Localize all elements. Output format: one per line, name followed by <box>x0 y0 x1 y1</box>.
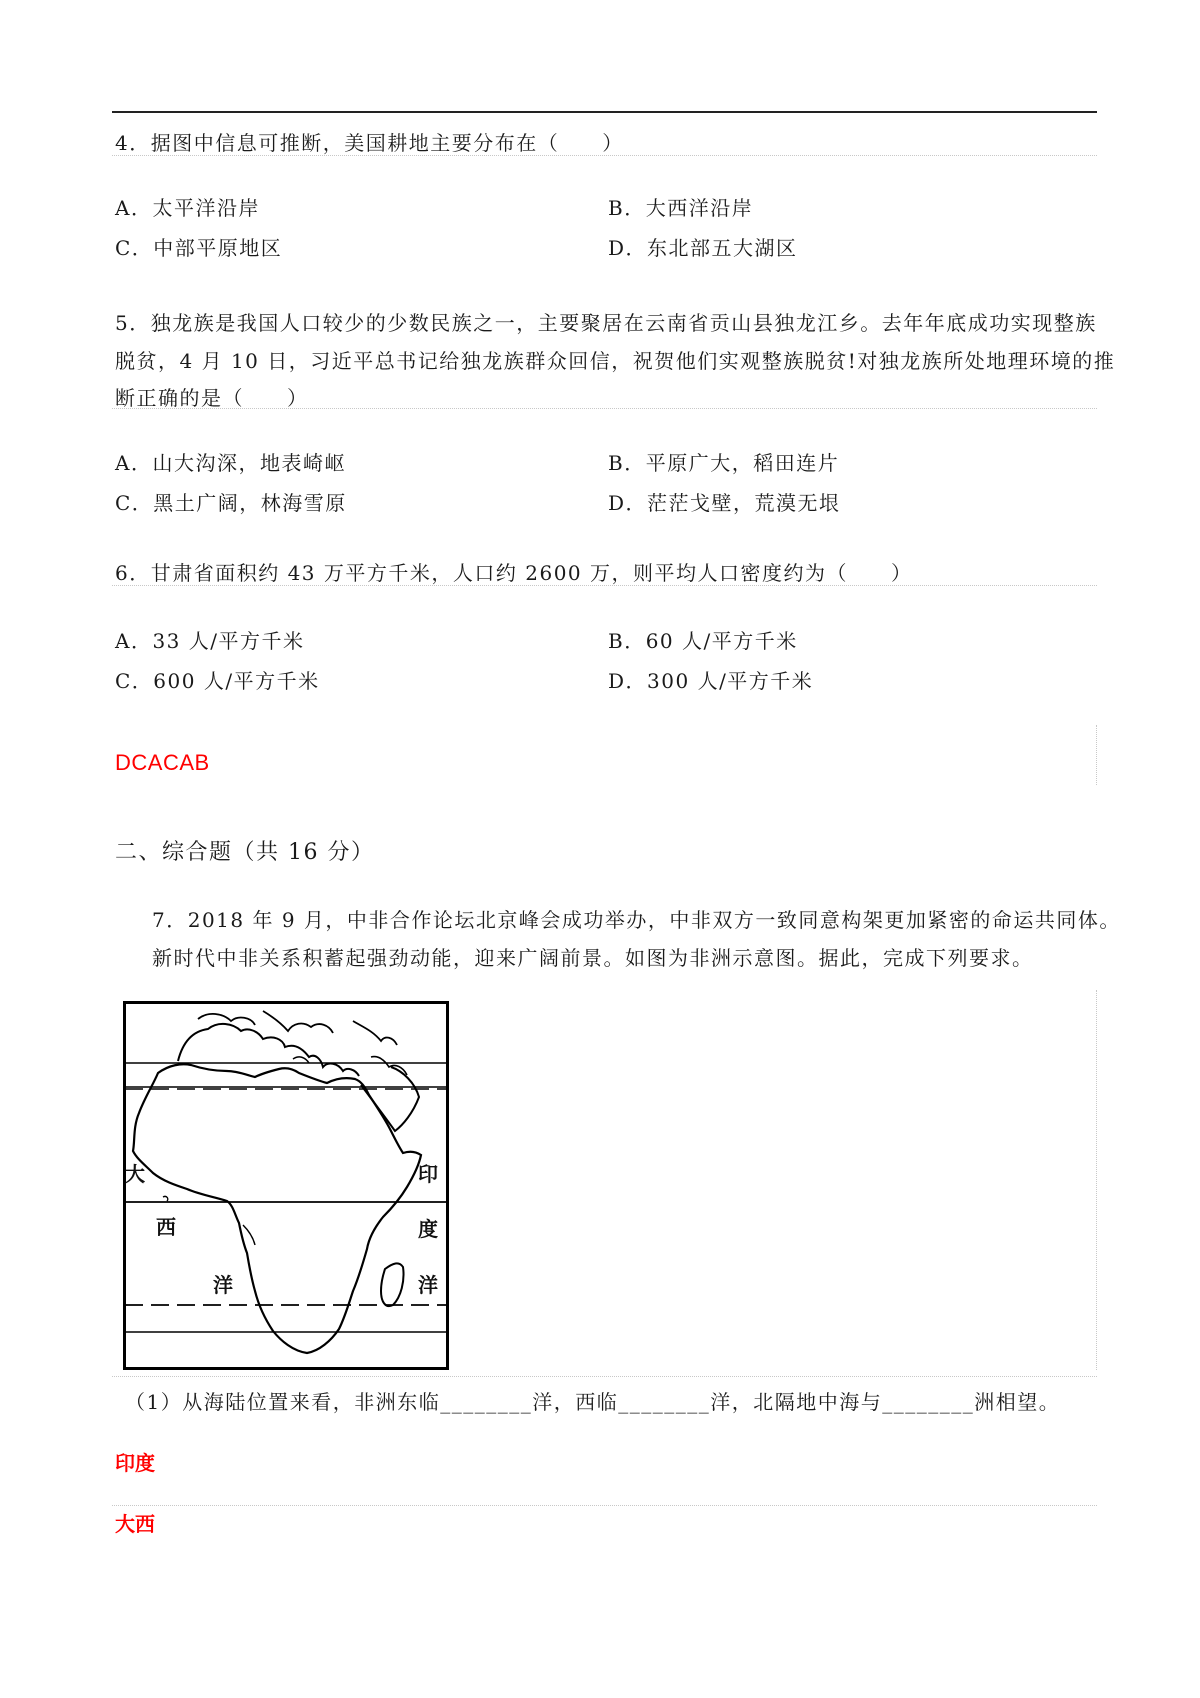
top-rule <box>112 111 1097 113</box>
map-label-yang-right: 洋 <box>418 1273 438 1297</box>
dotted-margin <box>1096 725 1097 785</box>
q5-option-c: C．黑土广阔，林海雪原 <box>115 491 347 515</box>
q4-option-b: B．大西洋沿岸 <box>608 196 754 220</box>
q5-option-d: D．茫茫戈壁，荒漠无垠 <box>608 491 841 515</box>
q7-stem-line1: 7．2018 年 9 月，中非合作论坛北京峰会成功举办，中非双方一致同意构架更加紧密的命运共同体。 <box>152 908 1121 932</box>
q4-option-d: D．东北部五大湖区 <box>608 236 798 260</box>
q6-option-a: A．33 人/平方千米 <box>115 629 305 653</box>
q5-option-b: B．平原广大，稻田连片 <box>608 451 840 475</box>
map-label-xi: 西 <box>156 1215 176 1239</box>
q5-stem-line2: 脱贫，4 月 10 日，习近平总书记给独龙族群众回信，祝贺他们实观整族脱贫!对独龙族所处地理环境的推 <box>115 349 1116 373</box>
map-label-du: 度 <box>418 1217 438 1241</box>
q7-subquestion-1: （1）从海陆位置来看，非洲东临________洋，西临________洋，北隔地中海与________洲相望。 <box>125 1390 1061 1414</box>
map-frame <box>125 1003 448 1369</box>
africa-map-drawing <box>123 1001 449 1370</box>
map-label-yin: 印 <box>418 1162 438 1186</box>
dotted-separator <box>112 1505 1097 1506</box>
q4-stem: 4．据图中信息可推断，美国耕地主要分布在（ ） <box>115 131 624 155</box>
q5-stem-line3: 断正确的是（ ） <box>115 386 309 410</box>
q4-option-a: A．太平洋沿岸 <box>115 196 260 220</box>
q5-stem-line1: 5．独龙族是我国人口较少的少数民族之一，主要聚居在云南省贡山县独龙江乡。去年年底成功实现整族 <box>115 311 1097 335</box>
dotted-margin <box>1096 990 1097 1370</box>
dotted-separator <box>112 408 1097 409</box>
q7-stem-line2: 新时代中非关系积蓄起强劲动能，迎来广阔前景。如图为非洲示意图。据此，完成下列要求。 <box>152 946 1034 970</box>
q5-option-a: A．山大沟深，地表崎岖 <box>115 451 346 475</box>
dotted-separator <box>112 585 1097 586</box>
q6-option-b: B．60 人/平方千米 <box>608 629 798 653</box>
q6-stem: 6．甘肃省面积约 43 万平方千米，人口约 2600 万，则平均人口密度约为（ ） <box>115 561 913 585</box>
q6-option-c: C．600 人/平方千米 <box>115 669 320 693</box>
map-label-yang-left: 洋 <box>213 1273 233 1297</box>
dotted-separator <box>112 1376 1097 1377</box>
answer-key: DCACAB <box>115 750 210 775</box>
answer-2: 大西 <box>115 1512 155 1536</box>
section-title: 二、综合题（共 16 分） <box>115 840 375 865</box>
dotted-separator <box>112 155 1097 156</box>
q4-option-c: C．中部平原地区 <box>115 236 283 260</box>
answer-1: 印度 <box>115 1451 155 1475</box>
map-label-da: 大 <box>125 1162 145 1186</box>
q6-option-d: D．300 人/平方千米 <box>608 669 814 693</box>
africa-map <box>123 1001 449 1370</box>
